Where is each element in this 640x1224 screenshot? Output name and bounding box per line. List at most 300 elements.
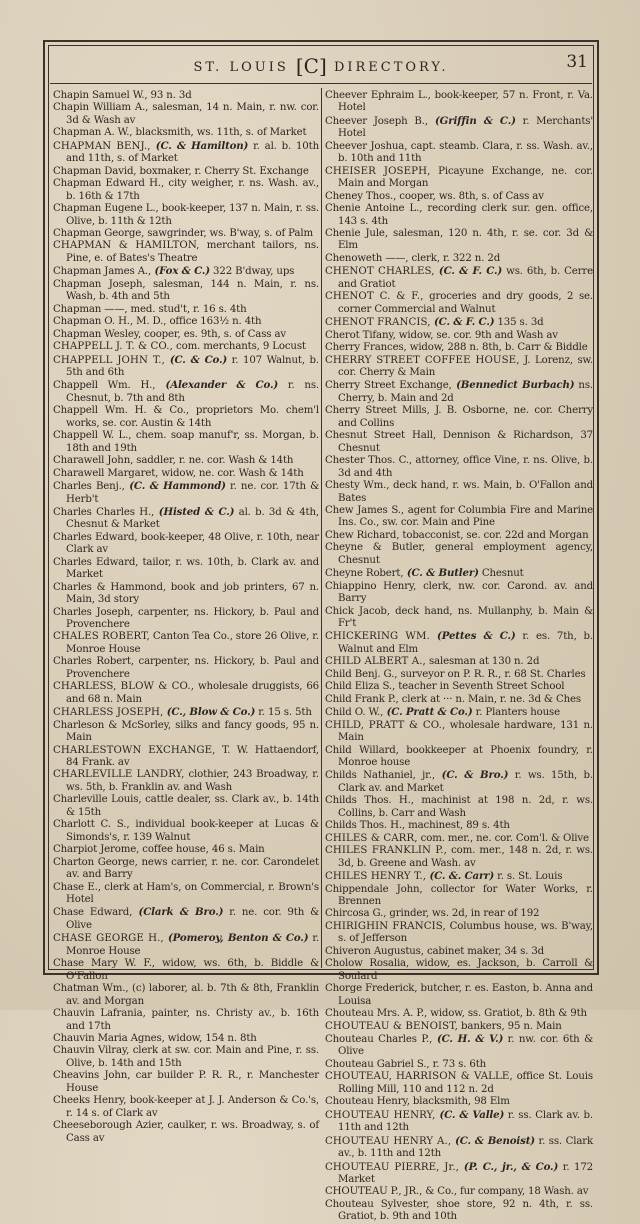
entry-detail: clerk, r. 322 n. 2d (408, 252, 501, 264)
entry-name: Cherry Street Mills, (325, 405, 430, 417)
entry-name: Chapman Eugene L., (53, 203, 159, 215)
directory-entry (325, 455, 593, 480)
entry-detail: butcher, r. es. Easton, b. Anna and Louisa (338, 983, 593, 1007)
entry-detail: grinder, ws. 2d, in rear of 192 (386, 908, 540, 920)
directory-entry (325, 630, 593, 656)
entry-detail: general employment agency, Chesnut (338, 542, 593, 566)
entry-name: CHOUTEAU HENRY A., (325, 1135, 452, 1147)
entry-name: Charton George, (53, 856, 138, 868)
directory-entry (53, 455, 319, 467)
entry-detail: cattle dealer, ss. Clark av., b. 14th & 15th (66, 794, 319, 818)
entry-detail: recording clerk sur. gen. office, 143 s. 4th (338, 203, 593, 227)
directory-entry (325, 908, 593, 920)
directory-entry (53, 265, 319, 278)
entry-name: Charles Robert, (53, 656, 134, 668)
entry-name: Child Eliza S., (325, 681, 396, 693)
directory-entry (325, 870, 593, 883)
entry-name: Chorge Frederick, (325, 983, 418, 995)
entry-detail: teacher in Seventh Street School (395, 681, 565, 693)
entry-detail: painter, ns. Christy av., b. 16th and 17th (66, 1008, 319, 1032)
directory-entry (325, 1135, 593, 1161)
entry-detail: chem. soap manuf'r, ss. Morgan, b. 18th and 19th (66, 430, 320, 454)
entry-name: Chapman ——, (53, 303, 128, 315)
running-header (50, 46, 592, 84)
entry-partnership: (Histed & C.) (154, 505, 235, 518)
entry-name: CHICKERING WM. (325, 631, 430, 643)
directory-entry (53, 983, 319, 1008)
directory-entry (325, 795, 593, 820)
entry-detail: machinest, 89 s. 4th (405, 820, 510, 832)
directory-entry (53, 1045, 319, 1070)
entry-name: Childs Nathaniel, jr., (325, 770, 435, 782)
left-column (53, 90, 320, 1144)
entry-name: CHAPMAN & HAMILTON, (53, 240, 200, 252)
entry-name: Chapman Joseph, (53, 278, 146, 290)
entry-detail: r. al. b. 10th and 11th, s. of Market (66, 140, 319, 165)
entry-name: Chatman Wm., (53, 983, 129, 995)
entry-detail: news carrier, r. ne. cor. Carondelet av. and Barry (66, 856, 319, 881)
directory-entry (53, 127, 319, 139)
entry-detail: bankers, 95 n. Main (457, 1020, 562, 1032)
entry-partnership: (Pomeroy, Benton & Co.) (163, 932, 309, 945)
entry-detail: Columbus house, ws. B'way, s. of Jefferson (338, 920, 593, 945)
entry-detail: salesman, 144 n. Main, r. ns. Wash, b. 4th and 5th (66, 278, 320, 303)
directory-entry (325, 606, 593, 631)
entry-name: Cherot Tifany, (325, 329, 396, 341)
entry-detail: salesman, 14 n. Main, r. nw. cor. 3d & Wash av (66, 102, 319, 126)
entry-name: Child Willard, (325, 744, 399, 756)
entry-name: Charawell Margaret, (53, 467, 159, 479)
entry-detail: agent for Columbia Fire and Marine Ins. Co., sw. cor. Main and Pine (338, 504, 593, 529)
directory-entry (53, 304, 319, 316)
entry-detail: capt. steamb. Clara, r. ss. Wash. av., b. 10th and 11th (338, 140, 593, 165)
entry-detail: widow, se. cor. 9th and Wash av (395, 329, 558, 341)
entry-detail: saddler, r. ne. cor. Wash & 14th (133, 455, 294, 467)
entry-name: Charles Benj., (53, 481, 125, 493)
entry-name: Chauvin Lafrania, (53, 1008, 146, 1020)
entry-detail: bookkeeper at Phoenix foundry, r. Monroe house (338, 744, 593, 769)
entry-detail: widow, 288 n. 8th, b. Carr & Biddle (406, 342, 588, 354)
directory-entry (53, 906, 319, 932)
entry-detail: T. W. Hattaendorf, 84 Frank. av (66, 744, 320, 769)
entry-name: Chase E., (53, 881, 101, 893)
directory-entry (53, 720, 319, 745)
entry-detail: clothier, 243 Broadway, r. ws. 5th, b. Franklin av. and Wash (66, 769, 319, 793)
entry-detail: cooper, ws. 8th, s. of Cass av (396, 190, 544, 202)
entry-detail: widow, es. Jackson, b. Carroll & Soulard (338, 958, 593, 982)
entry-detail: clerk at ··· n. Main, r. ne. 3d & Ches (398, 693, 581, 705)
directory-entry (53, 1070, 319, 1095)
entry-detail: r. 15 s. 5th (255, 707, 312, 719)
entry-name: Chew James S., (325, 504, 404, 516)
entry-detail: salesman at 130 n. 2d (425, 656, 540, 668)
entry-detail: individual book-keeper at Lucas & Simonds's, r. 139 Walnut (66, 819, 319, 843)
entry-detail: book-keeper, 137 n. Main, r. ss. Olive, b. 11th & 12th (66, 203, 319, 227)
directory-entry (53, 857, 319, 882)
entry-name: Chapman George, (53, 227, 145, 239)
directory-entry (325, 1059, 593, 1071)
directory-entry (325, 542, 593, 567)
entry-name: CHAPPELL J. T. & CO., (53, 341, 173, 353)
directory-entry (325, 203, 593, 228)
entry-detail: silks and fancy goods, 95 n. Main (66, 719, 319, 744)
directory-entry (325, 228, 593, 253)
entry-name: Charles Joseph, (53, 606, 134, 618)
directory-entry (325, 669, 593, 681)
entry-partnership: (P. C., jr., & Co.) (459, 1160, 559, 1173)
entry-detail: widow, 154 n. 8th (164, 1032, 257, 1044)
entry-name: CHIRIGHIN FRANCIS, (325, 920, 446, 932)
entry-name: CHOUTEAU P., JR., & Co., (325, 1186, 457, 1198)
directory-entry (53, 1033, 319, 1045)
entry-detail: widow, ws. 6th, b. Biddle & O'Fallon (66, 958, 319, 982)
entry-partnership: (C. & Bro.) (434, 769, 509, 782)
entry-detail: Chesnut (478, 568, 524, 580)
entry-name: Chesnut Street Hall, (325, 430, 436, 442)
directory-entry (53, 329, 319, 341)
header-title (50, 54, 592, 78)
directory-entry (325, 884, 593, 909)
entry-partnership: (C. & Hamilton) (150, 139, 249, 152)
entry-name: CHALES ROBERT, (53, 631, 150, 643)
directory-entry (325, 1033, 593, 1059)
entry-detail: collector for Water Works, r. Brennen (338, 883, 593, 907)
entry-name: Chouteau Gabriel S., (325, 1058, 430, 1070)
entry-name: Child Benj. G., (325, 668, 398, 680)
entry-detail: shoe store, 92 n. 4th, r. ss. Gratiot, b. 9th and 10th (338, 1198, 593, 1223)
directory-entry (325, 581, 593, 606)
entry-detail: r. es. 7th, b. Walnut and Elm (338, 631, 594, 655)
directory-entry (325, 316, 593, 329)
entry-detail: blacksmith, ws. 11th, s. of Market (132, 127, 307, 139)
directory-entry (325, 958, 593, 983)
entry-name: CHILES FRANKLIN P., (325, 845, 447, 857)
entry-detail: J. B. Osborne, ne. cor. Cherry and Collins (338, 405, 593, 429)
entry-detail: cooper, es. 9th, s. of Cass av (141, 328, 286, 340)
directory-entry (53, 958, 319, 983)
entry-detail: office 163½ n. 4th (166, 316, 262, 328)
directory-entry (325, 530, 593, 542)
entry-name: Chapman James A., (53, 266, 152, 278)
directory-entry (325, 166, 593, 191)
entry-name: Childs Thos. H., (325, 795, 414, 807)
entry-name: CHILES HENRY T., (325, 871, 427, 883)
entry-detail: fur company, 18 Wash. av (456, 1186, 589, 1198)
directory-entry (53, 794, 319, 819)
entry-partnership: (C. Pratt & Co.) (383, 706, 473, 719)
entry-name: Chapman David, (53, 165, 137, 177)
entry-detail: med. stud't, r. 16 s. 4th (127, 303, 247, 315)
entry-name: Cheever Joseph B., (325, 115, 428, 127)
entry-name: Chouteau Charles P., (325, 1033, 433, 1045)
directory-entry (53, 745, 319, 770)
entry-detail: book-keeper, 57 n. Front, r. Va. Hotel (338, 90, 593, 114)
entry-detail: wholesale druggists, 66 and 68 n. Main (66, 681, 319, 705)
entry-name: Cheever Joshua, (325, 140, 408, 152)
entry-name: CHILD ALBERT A., (325, 656, 426, 668)
entry-detail: r. Planters house (472, 707, 560, 719)
directory-entry (325, 1021, 593, 1033)
header-letter: [C] (295, 54, 327, 78)
entry-detail: coffee house, 46 s. Main (139, 844, 265, 856)
directory-entry (325, 90, 593, 115)
directory-entry (53, 1095, 319, 1120)
directory-entry (53, 430, 319, 455)
entry-detail: proprietors Mo. chem'l works, se. cor. Austin & 14th (66, 405, 319, 429)
entry-name: Chenie Antoine L., (325, 203, 423, 215)
directory-entry (53, 279, 319, 304)
directory-entry (53, 932, 319, 958)
directory-entry (53, 468, 319, 480)
entry-partnership: (C. & Hammond) (124, 480, 226, 493)
entry-detail: r. ss. Clark av. b. 11th and 12th (338, 1109, 593, 1134)
entry-detail: salesman, 120 n. 4th, r. se. cor. 3d & Elm (338, 227, 594, 252)
entry-name: Chiveron Augustus, (325, 945, 424, 957)
entry-name: Chapman O. H., M. D., (53, 316, 167, 328)
entry-partnership: (Pettes & C.) (429, 630, 516, 643)
entry-name: Cheever Ephraim L., (325, 90, 431, 101)
directory-entry (53, 769, 319, 794)
entry-name: CHAPMAN BENJ., (53, 140, 151, 152)
directory-entry (325, 505, 593, 530)
directory-entry (325, 141, 593, 166)
entry-name: CHILD, PRATT & CO., (325, 719, 446, 731)
entry-name: CHARLESS JOSEPH, (53, 707, 164, 719)
directory-entry (325, 355, 593, 380)
entry-name: Chesty Wm., (325, 480, 390, 492)
entry-detail: r. ne. cor. 17th & Herb't (66, 481, 319, 505)
directory-entry (53, 379, 319, 405)
entry-name: Chircosa G., (325, 908, 387, 920)
entry-detail: com. merchants, 9 Locust (172, 341, 306, 353)
directory-entry (325, 342, 593, 354)
entry-detail: caulker, r. ws. Broadway, s. of Cass av (66, 1120, 319, 1144)
directory-entry (53, 1120, 319, 1145)
entry-partnership: (Clark & Bro.) (132, 906, 224, 919)
entry-name: Chapin Samuel W., (53, 90, 148, 101)
entry-name: Chase Edward, (53, 907, 133, 919)
entry-name: Chenoweth ——, (325, 252, 409, 264)
entry-name: Chick Jacob, (325, 605, 390, 617)
directory-entry (53, 506, 319, 532)
directory-entry (325, 253, 593, 265)
directory-entry (53, 166, 319, 178)
entry-name: Cheavins John, (53, 1070, 131, 1082)
entry-name: Chappell Wm. H., (53, 380, 156, 392)
entry-name: Chiappino Henry, (325, 580, 417, 592)
directory-entry (53, 90, 319, 102)
entry-name: Charlott C. S., (53, 819, 130, 831)
entry-partnership: (C. & Butler) (403, 567, 479, 580)
directory-entry (325, 1096, 593, 1108)
entry-detail: al. b. 3d & 4th, Chesnut & Market (66, 506, 320, 531)
entry-detail: 322 B'dway, ups (209, 266, 295, 278)
directory-entry (325, 115, 593, 141)
entry-detail: carpenter, ns. Hickory, b. Paul and Provenchere (66, 656, 319, 680)
directory-entry (53, 178, 319, 203)
entry-partnership: (C. & F. C.) (434, 265, 503, 278)
directory-entry (53, 354, 319, 380)
directory-entry (325, 720, 593, 745)
entry-name: CHENOT CHARLES, (325, 266, 435, 278)
entry-detail: 135 s. 3d (494, 317, 544, 329)
directory-entry (325, 706, 593, 719)
directory-entry (325, 769, 593, 795)
entry-name: CHOUTEAU PIERRE, Jr., (325, 1161, 460, 1173)
entry-detail: ns. Cherry, b. Main and 2d (338, 380, 593, 404)
entry-name: Chappell W. L., (53, 430, 132, 442)
entry-partnership: (Alexander & Co.) (155, 379, 279, 392)
page-number: 31 (566, 52, 588, 72)
entry-name: Cheyne Robert, (325, 568, 404, 580)
directory-entry (325, 845, 593, 870)
entry-detail: Picayune Exchange, ne. cor. Main and Morgan (338, 165, 593, 190)
entry-name: Childs Thos. H., (325, 820, 406, 832)
entry-name: Cheney Thos., (325, 190, 397, 202)
entry-name: Chauvin Vilray, (53, 1045, 130, 1057)
entry-detail: clerk, nw. cor. Carond. av. and Barry (338, 580, 593, 605)
entry-detail: r. Monroe House (66, 933, 320, 957)
entry-detail: J. Lorenz, sw. cor. Cherry & Main (338, 354, 593, 378)
entry-detail: office St. Louis Rolling Mill, 110 and 112 n. 2d (338, 1071, 593, 1095)
entry-detail: r. 172 Market (338, 1161, 593, 1185)
entry-name: Charleville Louis, (53, 794, 142, 806)
entry-detail: car builder P. R. R., r. Manchester House (66, 1070, 319, 1094)
entry-name: CHOUTEAU & BENOIST, (325, 1020, 458, 1032)
directory-entry (325, 191, 593, 203)
directory-entry (325, 681, 593, 693)
directory-entry (325, 656, 593, 668)
entry-detail: r. s. St. Louis (494, 871, 563, 883)
directory-entry (53, 102, 319, 127)
entry-name: Cheyne & Butler, (325, 542, 426, 554)
entry-name: CHARLESS, BLOW & CO., (53, 681, 195, 693)
entry-name: CHEISER JOSEPH, (325, 165, 431, 177)
directory-entry (325, 921, 593, 946)
entry-detail: deck hand, ns. Mullanphy, b. Main & Fr't (338, 605, 593, 630)
directory-entry (325, 567, 593, 580)
entry-name: Chapman Edward H., (53, 178, 165, 190)
entry-name: CHENOT C. & F., (325, 291, 424, 303)
entry-detail: r. ne. cor. 9th & Olive (66, 907, 320, 931)
directory-entry (325, 1186, 593, 1198)
entry-name: CHENOT FRANCIS, (325, 317, 431, 329)
entry-name: Cholow Rosalia, (325, 958, 410, 970)
entry-name: Charles & Hammond, (53, 581, 166, 593)
header-city: ST. LOUIS (193, 60, 289, 75)
entry-name: CHASE GEORGE H., (53, 933, 164, 945)
directory-entry (53, 557, 319, 582)
directory-entry (53, 844, 319, 856)
directory-entry (53, 341, 319, 353)
entry-detail: r. ns. Chesnut, b. 7th and 8th (66, 380, 319, 404)
entry-name: Child O. W., (325, 707, 384, 719)
entry-name: Child Frank P., (325, 693, 399, 705)
entry-detail: surveyor on P. R. R., r. 68 St. Charles (397, 668, 586, 680)
entry-partnership: (C. & Co.) (164, 353, 228, 366)
column-divider (321, 88, 322, 968)
entry-detail: widow, ss. Gratiot, b. 8th & 9th (427, 1008, 587, 1020)
entry-name: Chauvin Maria Agnes, (53, 1032, 165, 1044)
entry-name: Chappell Wm. H. & Co., (53, 405, 189, 417)
directory-entry (53, 681, 319, 706)
entry-detail: machinist at 198 n. 2d, r. ws. Collins, b. Carr and Wash (338, 795, 594, 819)
directory-entry (53, 140, 319, 166)
entry-name: Chase Mary W. F., (53, 958, 155, 970)
directory-entry (325, 1199, 593, 1224)
directory-entry (53, 819, 319, 844)
entry-name: Charpiot Jerome, (53, 844, 140, 856)
directory-entry (53, 203, 319, 228)
entry-detail: r. ss. Clark av., b. 11th and 12th (338, 1135, 594, 1160)
directory-entry (53, 607, 319, 632)
entry-name: Chenie Jule, (325, 227, 388, 239)
entry-detail: book and job printers, 67 n. Main, 3d story (66, 581, 319, 606)
entry-detail: com. mer., ne. cor. Com'l. & Olive (417, 832, 589, 844)
directory-entry (325, 694, 593, 706)
directory-entry (53, 656, 319, 681)
directory-entry (325, 379, 593, 405)
entry-name: CHILES & CARR, (325, 832, 418, 844)
entry-detail: com. mer., 148 n. 2d, r. ws. 3d, b. Greene and Wash. av (338, 845, 593, 869)
entry-name: Chapman Wesley, (53, 328, 142, 340)
entry-partnership: (Fox & C.) (151, 265, 210, 278)
directory-entry (53, 706, 319, 719)
entry-detail: attorney, office Vine, r. ns. Olive, b. 3d and 4th (338, 455, 593, 479)
entry-name: Charles Charles H., (53, 506, 155, 518)
entry-name: Chippendale John, (325, 883, 423, 895)
entry-name: Charawell John, (53, 455, 134, 467)
directory-entry (325, 745, 593, 770)
entry-partnership: (C. &. Carr) (426, 870, 495, 883)
entry-name: Charles Edward, (53, 556, 139, 568)
directory-entry (53, 405, 319, 430)
entry-name: Charles Edward, (53, 531, 138, 543)
entry-partnership: (C. & Benoist) (451, 1134, 535, 1147)
directory-entry (325, 480, 593, 505)
entry-detail: r. ws. 15th, b. Clark av. and Market (338, 770, 594, 794)
directory-entry (325, 820, 593, 832)
entry-detail: cabinet maker, 34 s. 3d (423, 945, 545, 957)
entry-name: Chouteau Henry, (325, 1096, 410, 1108)
entry-name: CHARLESTOWN EXCHANGE, (53, 744, 216, 756)
directory-entry (53, 240, 319, 265)
entry-partnership: (Griffin & C.) (427, 114, 516, 127)
entry-name: Chapman A. W., (53, 127, 133, 139)
entry-detail: book-keeper, 48 Olive, r. 10th, near Clark av (66, 531, 320, 556)
directory-entry (325, 405, 593, 430)
entry-partnership: (C. H. & V.) (432, 1032, 504, 1045)
directory-entry (53, 480, 319, 506)
directory-entry (53, 316, 319, 328)
entry-detail: r. Merchants' Hotel (338, 115, 593, 140)
entry-detail: blacksmith, 98 Elm (409, 1096, 510, 1108)
entry-detail: ws. 6th, b. Cerre and Gratiot (338, 266, 593, 290)
entry-detail: Canton Tea Co., store 26 Olive, r. Monroe House (66, 631, 319, 655)
entry-name: CHARLEVILLE LANDRY, (53, 769, 185, 781)
entry-detail: book-keeper at J. J. Anderson & Co.'s, r. 14 s. of Clark av (66, 1095, 319, 1119)
entry-detail: boxmaker, r. Cherry St. Exchange (136, 165, 309, 177)
directory-entry (325, 1109, 593, 1135)
entry-partnership: (Bennedict Burbach) (451, 379, 575, 392)
directory-entry (325, 430, 593, 455)
directory-entry (325, 265, 593, 291)
entry-name: Cherry Street Exchange, (325, 380, 452, 392)
directory-entry (325, 946, 593, 958)
entry-detail: 93 n. 3d (147, 90, 192, 101)
entry-detail: widow, ne. cor. Wash & 14th (158, 467, 304, 479)
directory-entry (325, 1071, 593, 1096)
